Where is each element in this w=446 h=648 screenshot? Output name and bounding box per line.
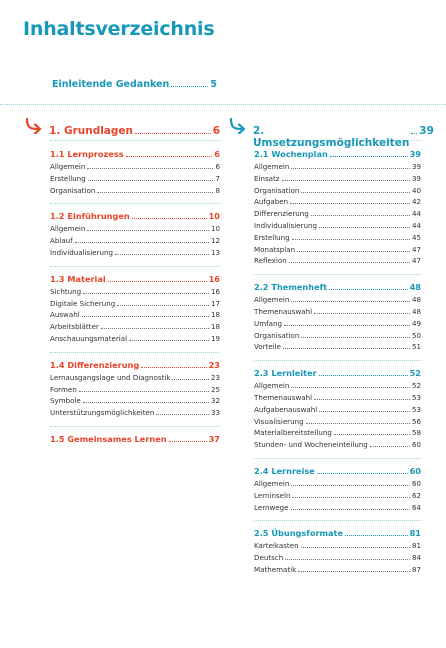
toc-item[interactable] bbox=[254, 174, 421, 186]
toc-page-number: 7 bbox=[215, 173, 220, 183]
dot-leader bbox=[314, 399, 410, 400]
dot-leader bbox=[301, 547, 410, 548]
toc-entry-label: Umfang bbox=[254, 318, 282, 328]
toc-section-title[interactable] bbox=[50, 149, 220, 162]
dot-leader bbox=[291, 387, 410, 388]
toc-item[interactable] bbox=[254, 233, 421, 245]
toc-entry-label: Lernwege bbox=[254, 502, 289, 512]
toc-entry-label: Mathematik bbox=[254, 564, 297, 574]
toc-item[interactable] bbox=[50, 408, 220, 420]
toc-entry-label: Anschauungsmaterial bbox=[50, 333, 128, 343]
toc-page-number: 39 bbox=[409, 149, 421, 159]
toc-section bbox=[254, 149, 421, 268]
toc-item[interactable] bbox=[254, 162, 421, 174]
toc-section-title[interactable] bbox=[254, 149, 421, 162]
toc-entry-label: Symbole bbox=[50, 396, 81, 406]
toc-entry-label: Ablauf bbox=[50, 236, 73, 246]
toc-entry-label: 1.4 Differenzierung bbox=[50, 359, 140, 370]
toc-page-number: 81 bbox=[411, 541, 421, 551]
toc-page-number: 81 bbox=[409, 528, 421, 539]
toc-item[interactable] bbox=[50, 174, 220, 186]
toc-item[interactable] bbox=[254, 393, 421, 405]
toc-item[interactable] bbox=[254, 256, 421, 268]
toc-entry-label: Allgemein bbox=[50, 162, 86, 171]
toc-page-number: 49 bbox=[411, 318, 421, 328]
toc-item[interactable] bbox=[254, 405, 421, 417]
toc-page-number: 23 bbox=[208, 359, 220, 370]
toc-entry-label: Erstellung bbox=[50, 173, 86, 183]
dot-leader bbox=[132, 218, 207, 219]
toc-page-number: 53 bbox=[411, 392, 421, 402]
toc-entry-intro[interactable] bbox=[52, 79, 217, 90]
toc-entry-label: 2.4 Lernreise bbox=[254, 465, 315, 476]
toc-entry-label: 1.3 Material bbox=[50, 273, 106, 284]
dot-leader bbox=[141, 367, 206, 368]
dot-leader bbox=[301, 192, 410, 193]
toc-item[interactable] bbox=[254, 342, 421, 354]
toc-section-title[interactable] bbox=[254, 368, 421, 381]
toc-entry-label: Themenauswahl bbox=[254, 392, 313, 402]
toc-entry-label: 2. Umsetzungsmöglichkeiten bbox=[253, 125, 410, 149]
dot-leader bbox=[79, 391, 209, 392]
toc-entry-label: Allgemein bbox=[254, 381, 290, 391]
toc-page-number: 48 bbox=[409, 282, 421, 293]
toc-entry-label: Individualisierung bbox=[50, 247, 113, 257]
dot-leader bbox=[115, 254, 209, 255]
toc-section-title[interactable] bbox=[254, 528, 421, 541]
dot-leader bbox=[82, 316, 209, 317]
toc-entry-label: Individualisierung bbox=[254, 220, 317, 230]
toc-item[interactable] bbox=[254, 295, 421, 307]
toc-section-title[interactable] bbox=[50, 360, 220, 373]
toc-section bbox=[50, 266, 220, 346]
dot-leader bbox=[87, 230, 209, 231]
toc-page-number: 44 bbox=[411, 220, 421, 230]
toc-entry-label: Allgemein bbox=[50, 224, 86, 234]
dot-leader bbox=[126, 156, 213, 157]
toc-page-number: 87 bbox=[411, 564, 421, 574]
toc-item[interactable] bbox=[50, 224, 220, 236]
dot-leader bbox=[282, 180, 410, 181]
dot-leader bbox=[285, 559, 410, 560]
toc-page-number: 10 bbox=[208, 211, 220, 222]
toc-entry-label: Monatsplan bbox=[254, 244, 296, 254]
toc-page-number: 64 bbox=[411, 502, 421, 512]
toc-item[interactable] bbox=[50, 385, 220, 397]
toc-entry-label: Themenauswahl bbox=[254, 306, 313, 316]
toc-item[interactable] bbox=[50, 248, 220, 260]
toc-section-title[interactable] bbox=[254, 282, 421, 295]
toc-entry-label: Aufgabenauswahl bbox=[254, 404, 318, 414]
toc-chapter[interactable] bbox=[229, 118, 434, 149]
dot-leader bbox=[301, 337, 410, 338]
toc-entry-label: Karteikasten bbox=[254, 541, 299, 551]
toc-column-left bbox=[25, 118, 220, 447]
toc-entry-label: Organisation bbox=[254, 330, 300, 340]
toc-entry-label: Allgemein bbox=[254, 478, 290, 488]
toc-entry-label: Deutsch bbox=[254, 553, 284, 563]
dot-leader bbox=[83, 402, 209, 403]
dot-leader bbox=[298, 571, 410, 572]
toc-item[interactable] bbox=[50, 299, 220, 311]
dot-leader bbox=[330, 156, 408, 157]
dot-leader bbox=[83, 293, 209, 294]
toc-column-right bbox=[229, 118, 434, 577]
toc-entry-label: Organisation bbox=[50, 185, 96, 195]
toc-item[interactable] bbox=[50, 236, 220, 248]
dot-leader bbox=[306, 423, 410, 424]
toc-entry-label: 1. Grundlagen bbox=[49, 125, 134, 137]
toc-page-number: 18 bbox=[210, 310, 220, 320]
toc-page-number: 19 bbox=[210, 333, 220, 343]
toc-entry-label: Lernausgangslage und Diagnostik bbox=[50, 372, 171, 382]
toc-entry-label: Stunden- und Wocheneinteilung bbox=[254, 440, 368, 450]
toc-entry-label: Reflexion bbox=[254, 256, 287, 266]
dot-leader bbox=[334, 434, 410, 435]
toc-item[interactable] bbox=[254, 381, 421, 393]
toc-section-title[interactable] bbox=[254, 466, 421, 479]
toc-item[interactable] bbox=[254, 307, 421, 319]
toc-page-number: 52 bbox=[409, 368, 421, 379]
dot-leader bbox=[290, 203, 410, 204]
toc-section bbox=[50, 149, 220, 197]
dot-leader bbox=[283, 348, 410, 349]
dot-leader bbox=[319, 375, 408, 376]
toc-page-number: 60 bbox=[411, 478, 421, 488]
dot-leader bbox=[156, 414, 209, 415]
toc-entry-label: 1.1 Lernprozess bbox=[50, 149, 124, 159]
dot-leader bbox=[284, 325, 410, 326]
dot-leader bbox=[117, 305, 209, 306]
toc-page-number: 45 bbox=[411, 232, 421, 242]
toc-item[interactable] bbox=[254, 565, 421, 577]
toc-page-number: 40 bbox=[411, 185, 421, 195]
dot-leader bbox=[297, 251, 410, 252]
page-title: Inhaltsverzeichnis bbox=[23, 18, 215, 40]
toc-entry-label: Arbeitsblätter bbox=[50, 322, 99, 332]
toc-entry-label: 2.2 Themenheft bbox=[254, 282, 328, 293]
dot-leader bbox=[345, 535, 408, 536]
toc-page-number: 33 bbox=[210, 408, 220, 418]
toc-item[interactable] bbox=[254, 417, 421, 429]
toc-page-number: 42 bbox=[411, 197, 421, 207]
divider bbox=[50, 140, 220, 141]
dot-leader bbox=[319, 411, 410, 412]
toc-page-number: 51 bbox=[411, 342, 421, 352]
toc-entry-label: Materialbereitstellung bbox=[254, 428, 332, 438]
toc-section-title[interactable] bbox=[50, 274, 220, 287]
toc-item[interactable] bbox=[254, 221, 421, 233]
toc-page-number: 60 bbox=[411, 440, 421, 450]
dot-leader bbox=[291, 485, 410, 486]
toc-section bbox=[50, 352, 220, 420]
dot-leader bbox=[311, 215, 410, 216]
toc-section bbox=[254, 458, 421, 514]
dot-leader bbox=[319, 227, 410, 228]
toc-item[interactable] bbox=[50, 373, 220, 385]
toc-item[interactable] bbox=[254, 491, 421, 503]
toc-entry-label: Digitale Sicherung bbox=[50, 298, 116, 308]
toc-page-number: 6 bbox=[214, 149, 220, 159]
toc-page-number: 47 bbox=[411, 256, 421, 266]
toc-page-number: 25 bbox=[210, 384, 220, 394]
toc-item[interactable] bbox=[50, 396, 220, 408]
toc-item[interactable] bbox=[50, 310, 220, 322]
toc-item[interactable] bbox=[254, 186, 421, 198]
toc-entry-label: Auswahl bbox=[50, 310, 80, 320]
toc-entry-label: Allgemein bbox=[254, 295, 290, 305]
toc-item[interactable] bbox=[254, 209, 421, 221]
toc-page-number: 37 bbox=[208, 433, 220, 444]
toc-entry-label: Differenzierung bbox=[254, 209, 309, 219]
toc-page-number: 32 bbox=[210, 396, 220, 406]
toc-entry-label: Aufgaben bbox=[254, 197, 289, 207]
dot-leader bbox=[291, 509, 410, 510]
toc-section bbox=[50, 426, 220, 447]
toc-page-number: 8 bbox=[215, 185, 220, 195]
toc-page-number: 62 bbox=[411, 490, 421, 500]
toc-item[interactable] bbox=[254, 440, 421, 452]
toc-section-title[interactable] bbox=[50, 211, 220, 224]
toc-item[interactable] bbox=[254, 245, 421, 257]
dot-leader bbox=[370, 446, 410, 447]
toc-entry-label: 2.3 Lernleiter bbox=[254, 368, 317, 379]
dot-leader bbox=[169, 441, 207, 442]
toc-section bbox=[50, 203, 220, 259]
toc-item[interactable] bbox=[50, 334, 220, 346]
curved-arrow-right-icon bbox=[25, 118, 49, 134]
toc-item[interactable] bbox=[254, 479, 421, 491]
curved-arrow-right-icon bbox=[229, 118, 253, 134]
toc-page-number: 48 bbox=[411, 306, 421, 316]
toc-entry-label: 1.2 Einführungen bbox=[50, 211, 130, 222]
toc-page-number: 6 bbox=[212, 125, 220, 137]
toc-entry-label: Visualisierung bbox=[254, 416, 304, 426]
toc-entry-label: 2.5 Übungsformate bbox=[254, 528, 344, 539]
toc-section-title[interactable] bbox=[50, 434, 220, 447]
dot-leader bbox=[88, 180, 214, 181]
toc-item[interactable] bbox=[254, 197, 421, 209]
dot-leader bbox=[317, 473, 408, 474]
toc-page-number: 44 bbox=[411, 209, 421, 219]
toc-page-number: 5 bbox=[210, 79, 217, 90]
toc-page-number: 50 bbox=[411, 330, 421, 340]
toc-section bbox=[254, 274, 421, 354]
dot-leader bbox=[291, 168, 410, 169]
toc-chapter[interactable] bbox=[25, 118, 220, 138]
dot-leader bbox=[97, 192, 213, 193]
toc-item[interactable] bbox=[50, 186, 220, 198]
toc-item[interactable] bbox=[254, 553, 421, 565]
toc-entry-label: Sichtung bbox=[50, 286, 82, 296]
dot-leader bbox=[172, 379, 209, 380]
dot-leader bbox=[129, 340, 209, 341]
toc-page-number: 10 bbox=[210, 224, 220, 234]
dot-leader bbox=[87, 168, 213, 169]
toc-page-number: 56 bbox=[411, 416, 421, 426]
toc-page-number: 39 bbox=[411, 162, 421, 171]
divider bbox=[0, 104, 446, 105]
toc-item[interactable] bbox=[254, 428, 421, 440]
toc-page-number: 48 bbox=[411, 295, 421, 305]
toc-entry-label: Erstellung bbox=[254, 232, 290, 242]
toc-item[interactable] bbox=[254, 331, 421, 343]
dot-leader bbox=[292, 497, 409, 498]
dot-leader bbox=[292, 239, 410, 240]
dot-leader bbox=[314, 313, 410, 314]
toc-entry-label: Lerninseln bbox=[254, 490, 291, 500]
dot-leader bbox=[171, 86, 208, 87]
toc-page-number: 58 bbox=[411, 428, 421, 438]
dot-leader bbox=[411, 133, 417, 134]
toc-page-number: 39 bbox=[419, 125, 434, 137]
toc-page-number: 17 bbox=[210, 298, 220, 308]
toc-item[interactable] bbox=[254, 503, 421, 515]
toc-section bbox=[254, 360, 421, 452]
toc-page-number: 39 bbox=[411, 173, 421, 183]
dot-leader bbox=[289, 262, 410, 263]
toc-page-number: 13 bbox=[210, 247, 220, 257]
toc-entry-label: Allgemein bbox=[254, 162, 290, 171]
toc-item[interactable] bbox=[50, 162, 220, 174]
toc-section bbox=[254, 520, 421, 576]
toc-page-number: 18 bbox=[210, 322, 220, 332]
toc-page-number: 16 bbox=[208, 273, 220, 284]
toc-entry-label: Vorteile bbox=[254, 342, 282, 352]
toc-page-number: 84 bbox=[411, 553, 421, 563]
toc-page-number: 60 bbox=[409, 465, 421, 476]
toc-item[interactable] bbox=[50, 322, 220, 334]
dot-leader bbox=[75, 242, 209, 243]
toc-item[interactable] bbox=[254, 319, 421, 331]
toc-page-number: 52 bbox=[411, 381, 421, 391]
toc-page-number: 16 bbox=[210, 286, 220, 296]
toc-page-number: 6 bbox=[215, 162, 220, 171]
dot-leader bbox=[108, 281, 207, 282]
dot-leader bbox=[291, 301, 410, 302]
toc-page-number: 12 bbox=[210, 236, 220, 246]
toc-entry-label: Unterstützungsmöglichkeiten bbox=[50, 408, 155, 418]
toc-entry-label: Formen bbox=[50, 384, 77, 394]
dot-leader bbox=[101, 328, 209, 329]
dot-leader bbox=[135, 133, 211, 134]
toc-entry-label: Einsatz bbox=[254, 173, 280, 183]
toc-entry-label: 2.1 Wochenplan bbox=[254, 149, 328, 159]
toc-page-number: 53 bbox=[411, 404, 421, 414]
toc-entry-label: Einleitende Gedanken bbox=[52, 79, 170, 90]
toc-item[interactable] bbox=[254, 541, 421, 553]
toc-page-number: 47 bbox=[411, 244, 421, 254]
toc-item[interactable] bbox=[50, 287, 220, 299]
toc-entry-label: Organisation bbox=[254, 185, 300, 195]
toc-page-number: 23 bbox=[210, 372, 220, 382]
toc-entry-label: 1.5 Gemeinsames Lernen bbox=[50, 433, 167, 444]
dot-leader bbox=[329, 289, 408, 290]
